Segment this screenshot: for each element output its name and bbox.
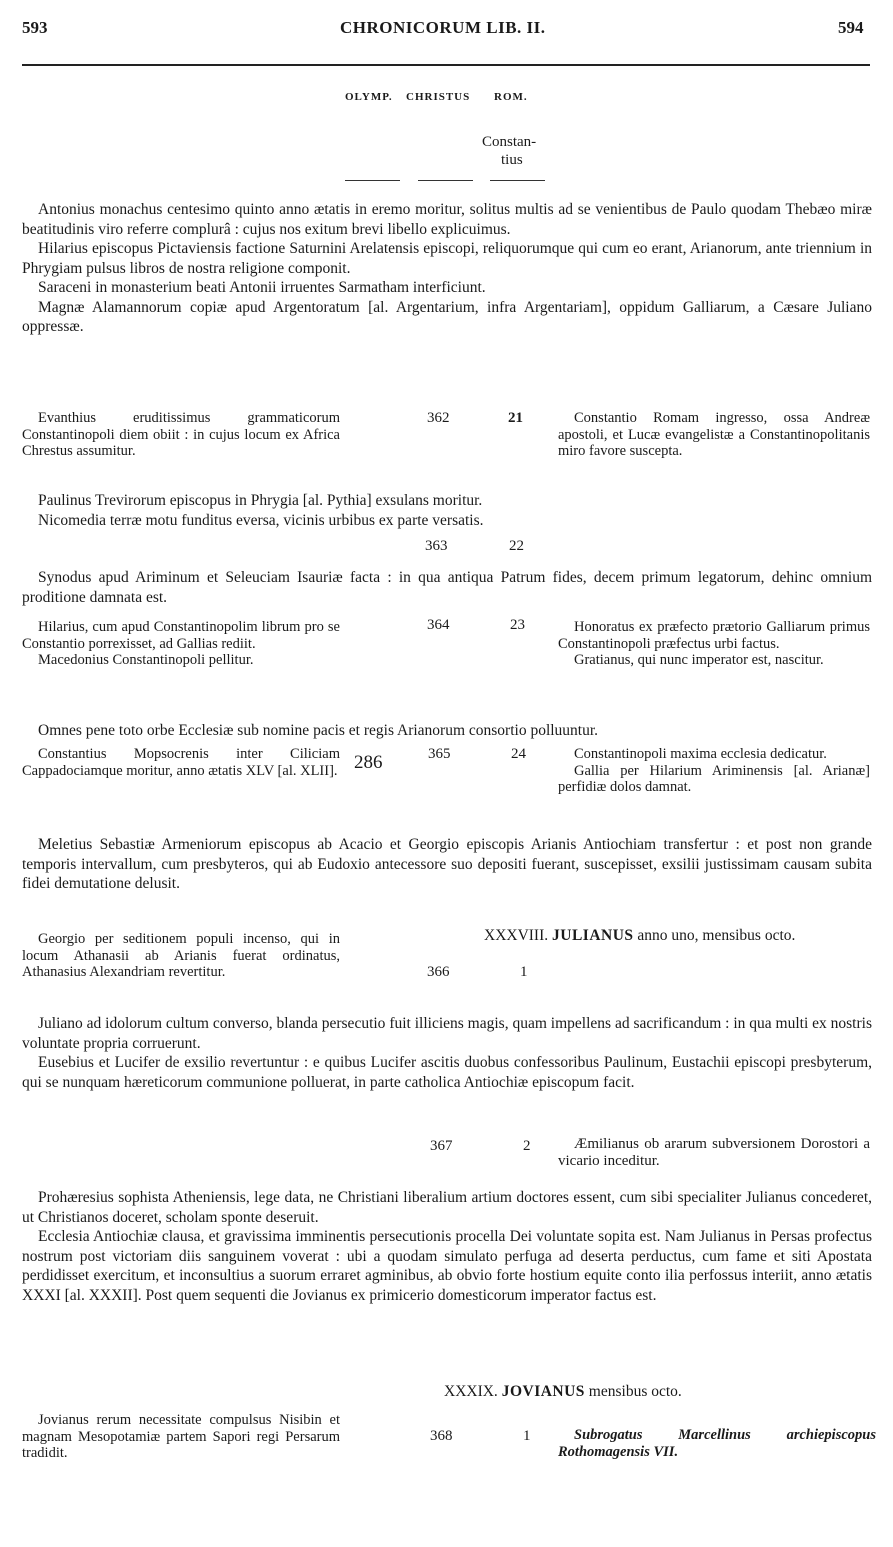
ruler-name-line1: Constan- — [482, 134, 537, 150]
col-rule-3 — [490, 180, 545, 181]
regnal-year-22: 22 — [509, 538, 524, 554]
entry-366-left — [22, 931, 340, 981]
col-rule-2 — [418, 180, 473, 181]
entry-368-right — [558, 1427, 876, 1460]
entry-365-right — [558, 746, 870, 796]
paragraph: Honoratus ex præfecto prætorio Galliarum primus Constantinopoli præfectus urbi factus. — [558, 619, 870, 652]
header-rule — [22, 64, 870, 66]
paragraph: Constantius Mopsocrenis inter Ciliciam Cappadociamque moritur, anno ætatis XLV [al. XLII]. — [22, 746, 340, 779]
entry-364-right — [558, 619, 870, 669]
col-head-olymp: OLYMP. — [345, 91, 393, 103]
paragraph-block-3 — [22, 568, 872, 607]
paragraph: Subrogatus Marcellinus archiepiscopus Rothomagensis VII. — [558, 1427, 876, 1460]
paragraph: Omnes pene toto orbe Ecclesiæ sub nomine pacis et regis Arianorum consortio polluuntur. — [38, 722, 599, 739]
regnal-year-23: 23 — [510, 617, 525, 633]
paragraph: Antonius monachus centesimo quinto anno ætatis in eremo moritur, solitus multis ad se venientibus de Paulo quodam Thebæo miræ beatitudinis viro referre complurâ : cujus nos exitum brevi libello explicuimus. — [22, 201, 872, 238]
olympiad-286: 286 — [354, 752, 383, 773]
paragraph: Evanthius eruditissimus grammaticorum Constantinopoli diem obiit : in cujus locum ex Africa Chrestus assumitur. — [22, 410, 340, 459]
reign-heading-julian — [484, 927, 795, 945]
paragraph: Magnæ Alamannorum copiæ apud Argentoratum [al. Argentarium, infra Argentariam], oppidum Galliarum, a Cæsare Juliano oppressæ. — [22, 298, 872, 335]
col-head-christus: CHRISTUS — [406, 91, 471, 103]
entry-365-left — [22, 746, 340, 779]
regnal-year-21: 21 — [508, 410, 523, 426]
paragraph: Æmilianus ob ararum subversionem Dorostori a vicario inceditur. — [558, 1136, 870, 1169]
paragraph: Georgio per seditionem populi incenso, qui in locum Athanasii ab Arianis fuerat ordinatus, Athanasius Alexandriam revertitur. — [22, 931, 340, 980]
regnal-year-1-jovian: 1 — [523, 1428, 531, 1444]
year-363: 363 — [425, 538, 448, 554]
year-367: 367 — [430, 1138, 453, 1154]
paragraph: Gratianus, qui nunc imperator est, nascitur. — [574, 652, 824, 668]
paragraph: Saraceni in monasterium beati Antonii irruentes Sarmatham interficiunt. — [38, 279, 486, 296]
paragraph-block-5 — [22, 835, 872, 894]
entry-362-right — [558, 410, 870, 460]
year-364: 364 — [427, 617, 450, 633]
reign-number: XXXVIII. — [484, 927, 549, 944]
paragraph-block-2 — [22, 491, 872, 530]
year-362: 362 — [427, 410, 450, 426]
paragraph: Meletius Sebastiæ Armeniorum episcopus ab Acacio et Georgio episcopis Arianis Antiochiam transfertur : et post non grande temporis intervallum, cum presbyteros, qui ab Eudoxio antecessore suo depositi fuerant, suscepisset, exsilii justissimam causam subita fidei demutatione delusit. — [22, 836, 872, 892]
year-368: 368 — [430, 1428, 453, 1444]
paragraph-block-1 — [22, 200, 872, 337]
regnal-year-2: 2 — [523, 1138, 531, 1154]
paragraph-block-6 — [22, 1014, 872, 1092]
paragraph: Juliano ad idolorum cultum converso, blanda persecutio fuit illiciens magis, quam impellens ad sacrificandum : in qua multi ex nostris voluntate propria corruerunt. — [22, 1015, 872, 1052]
regnal-year-1-julian: 1 — [520, 964, 528, 980]
col-head-rom: ROM. — [494, 91, 528, 103]
year-365: 365 — [428, 746, 451, 762]
paragraph: Hilarius episcopus Pictaviensis factione Saturnini Arelatensis episcopi, reliquorumque qui cum eo erant, Arianorum, ante triennium in Phrygiam pulsus libros de nostra religione componit. — [22, 240, 872, 277]
reign-duration: mensibus octo. — [588, 1383, 682, 1400]
paragraph-block-4 — [22, 721, 872, 741]
entry-362-left — [22, 410, 340, 460]
paragraph: Jovianus rerum necessitate compulsus Nisibin et magnam Mesopotamiæ partem Sapori regi Persarum tradidit. — [22, 1412, 340, 1461]
paragraph-block-7 — [22, 1188, 872, 1305]
reign-number: XXXIX. — [444, 1383, 498, 1400]
paragraph: Nicomedia terræ motu funditus eversa, vicinis urbibus ex parte versatis. — [38, 511, 484, 529]
entry-364-left — [22, 619, 340, 669]
paragraph: Eusebius et Lucifer de exsilio revertuntur : e quibus Lucifer ascitis duobus confessoribus Paulinum, Eustachii episcopi presbyterum, qui se nunquam hæreticorum communione polluerat, in parte catholica Antiochiæ episcopum facit. — [22, 1054, 872, 1091]
paragraph: Prohæresius sophista Atheniensis, lege data, ne Christiani liberalium artium doctores essent, cum sibi specialiter Julianus concederet, ut Christianos doceret, scholam sponte deseruit. — [22, 1189, 872, 1226]
paragraph: Synodus apud Ariminum et Seleuciam Isauriæ facta : in qua antiqua Patrum fides, decem primum legatorum, dehinc omnium proditione damnata est. — [22, 569, 872, 606]
ruler-name-line2: tius — [501, 152, 523, 168]
reign-heading-jovian — [444, 1383, 682, 1401]
paragraph: Macedonius Constantinopoli pellitur. — [38, 652, 254, 668]
year-366: 366 — [427, 964, 450, 980]
entry-367-right — [558, 1136, 870, 1169]
paragraph: Ecclesia Antiochiæ clausa, et gravissima imminentis persecutionis procella Dei voluntate sopita est. Nam Julianus in Persas profectus nostrum post victoriam diis sanguinem voverat : ubi a quodam simulato perfuga ad deserta perductus, cum fame et siti Apostata perdidisset exercitum, et inconsultius a suorum erraret agminibus, ab obvio forte hostium equite conto ilia perfossus interiit, anno ætatis XXXI [al. XXXII]. Post quem sequenti die Jovianus ex primicerio domesticorum imperator factus est. — [22, 1228, 872, 1304]
paragraph: Paulinus Trevirorum episcopus in Phrygia [al. Pythia] exsulans moritur. — [38, 492, 483, 509]
paragraph: Gallia per Hilarium Ariminensis [al. Arianæ] perfidiæ dolos damnat. — [558, 762, 870, 795]
paragraph: Hilarius, cum apud Constantinopolim librum pro se Constantio porrexisset, ad Gallias rediit. — [22, 619, 340, 652]
regnal-year-24: 24 — [511, 746, 526, 762]
col-rule-1 — [345, 180, 400, 181]
emperor-name: JOVIANUS — [501, 1383, 585, 1400]
page-number-left: 593 — [22, 18, 48, 37]
emperor-name: JULIANUS — [552, 927, 634, 944]
entry-368-left — [22, 1412, 340, 1462]
reign-duration: anno uno, mensibus octo. — [637, 927, 796, 944]
paragraph: Constantio Romam ingresso, ossa Andreæ apostoli, et Lucæ evangelistæ a Constantinopolitanis miro favore suscepta. — [558, 410, 870, 459]
page-number-right: 594 — [838, 18, 864, 37]
running-title: CHRONICORUM LIB. II. — [340, 18, 546, 37]
paragraph: Constantinopoli maxima ecclesia dedicatur. — [574, 746, 827, 762]
